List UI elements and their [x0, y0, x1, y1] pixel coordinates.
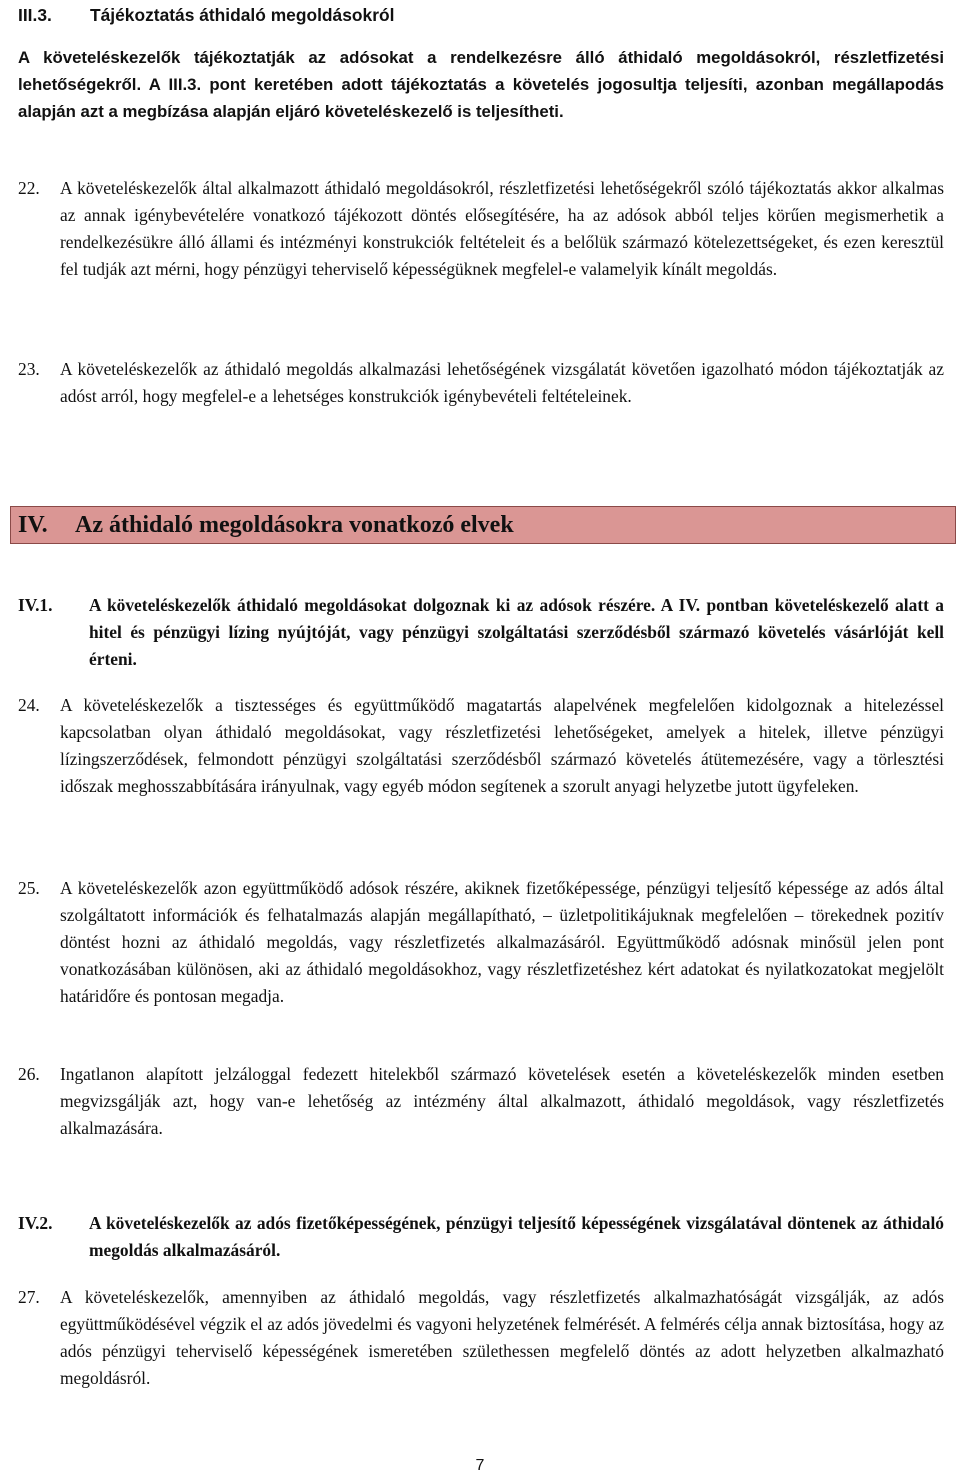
- paragraph-22: A követeléskezelők által alkalmazott áthidaló megoldásokról, részletfizetési lehetőségekről szóló tájékoztatás akkor alkalmas az annak igénybevételére vonatkozó tájékozott döntés elősegítésére, ha az adósok abból teljes körűen megismerhetik a rendelkezésükre álló állami és intézményi konstrukciók feltételeit és a belőlük származó kötelezettségeket, és ezen keresztül fel tudják azt mérni, hogy pénzügyi teherviselő képességüknek megfelel-e valamelyik kínált megoldás.: [60, 178, 944, 279]
- section-number: III.3.: [18, 5, 52, 25]
- paragraph-number-26: 26.: [18, 1064, 40, 1084]
- paragraph-number-27: 27.: [18, 1287, 40, 1307]
- chapter-title: Az áthidaló megoldásokra vonatkozó elvek: [75, 512, 514, 538]
- paragraph-number-25: 25.: [18, 878, 40, 898]
- paragraph-27: A követeléskezelők, amennyiben az áthidaló megoldás, vagy részletfizetés alkalmazhatóságát vizsgálják, az adós együttműködésével végzik el az adós jövedelmi és vagyoni helyzetének felmérését. A felmérés célja annak biztosítása, hogy az adós pénzügyi teherviselő képességének ismeretében születhessen megfelelő döntés az adott helyzetben alkalmazható megoldásról.: [60, 1287, 944, 1388]
- section-text: A követeléskezelők áthidaló megoldásokat dolgoznak ki az adósok részére. A IV. pontban követeléskezelő alatt a hitel és pénzügyi lízing nyújtóját, vagy pénzügyi szolgáltatási szerződésből származó követelés vásárlóját kell érteni.: [89, 595, 944, 669]
- paragraph-number-24: 24.: [18, 695, 40, 715]
- section-heading-iii3: [18, 2, 394, 29]
- chapter-number: IV.: [18, 512, 48, 538]
- chapter-heading-iv: [18, 510, 514, 540]
- section-number: IV.2.: [18, 1213, 53, 1233]
- section-title: Tájékoztatás áthidaló megoldásokról: [90, 5, 395, 25]
- paragraph-25: A követeléskezelők azon együttműködő adósok részére, akiknek fizetőképessége, pénzügyi teljesítő képessége az adós által szolgáltatott információk és felhatalmazás alapján megállapítható, – üzletpolitikájuknak megfelelően – törekednek pozitív döntést hozni az áthidaló megoldás, vagy részletfizetés alkalmazásáról. Együttműködő adósnak minősül jelen pont vonatkozásában különösen, aki az áthidaló megoldásokhoz, vagy részletfizetéshez kért adatokat és nyilatkozatokat megjelölt határidőre és pontosan megadja.: [60, 878, 944, 1006]
- paragraph-24: A követeléskezelők a tisztességes és együttműködő magatartás alapelvének megfelelően kidolgoznak a hitelezéssel kapcsolatban olyan áthidaló megoldásokat, vagy részletfizetési lehetőségeket, amelyek a hitelek, illetve pénzügyi lízingszerződések, felmondott pénzügyi szolgáltatási szerződésből származó követelés átütemezésére, vagy a törlesztési időszak meghosszabbítására irányulnak, vagy egyéb módon segítenek a szorult anyagi helyzetbe jutott ügyfeleken.: [60, 695, 944, 796]
- paragraph-26: Ingatlanon alapított jelzáloggal fedezett hitelekből származó követelések esetén a követeléskezelők minden esetben megvizsgálják azt, hogy van-e lehetőség az intézmény által alkalmazott, áthidaló megoldások, vagy részletfizetés alkalmazására.: [60, 1064, 944, 1138]
- paragraph-number-22: 22.: [18, 178, 40, 198]
- paragraph-23: A követeléskezelők az áthidaló megoldás alkalmazási lehetőségének vizsgálatát követően igazolható módon tájékoztatják az adóst arról, hogy megfelel-e a lehetséges konstrukciók igénybevételi feltételeinek.: [60, 359, 944, 406]
- intro-paragraph: A követeléskezelők tájékoztatják az adósokat a rendelkezésre álló áthidaló megoldásokról, részletfizetési lehetőségekről. A III.3. pont keretében adott tájékoztatás a követelés jogosultja teljesíti, azonban megállapodás alapján azt a megbízása alapján eljáró követeléskezelő is teljesítheti.: [18, 48, 944, 121]
- page-number: 7: [475, 1457, 485, 1474]
- paragraph-number-23: 23.: [18, 359, 40, 379]
- section-number: IV.1.: [18, 595, 53, 615]
- section-text: A követeléskezelők az adós fizetőképességének, pénzügyi teljesítő képességének vizsgálatával döntenek az áthidaló megoldás alkalmazásáról.: [89, 1213, 944, 1260]
